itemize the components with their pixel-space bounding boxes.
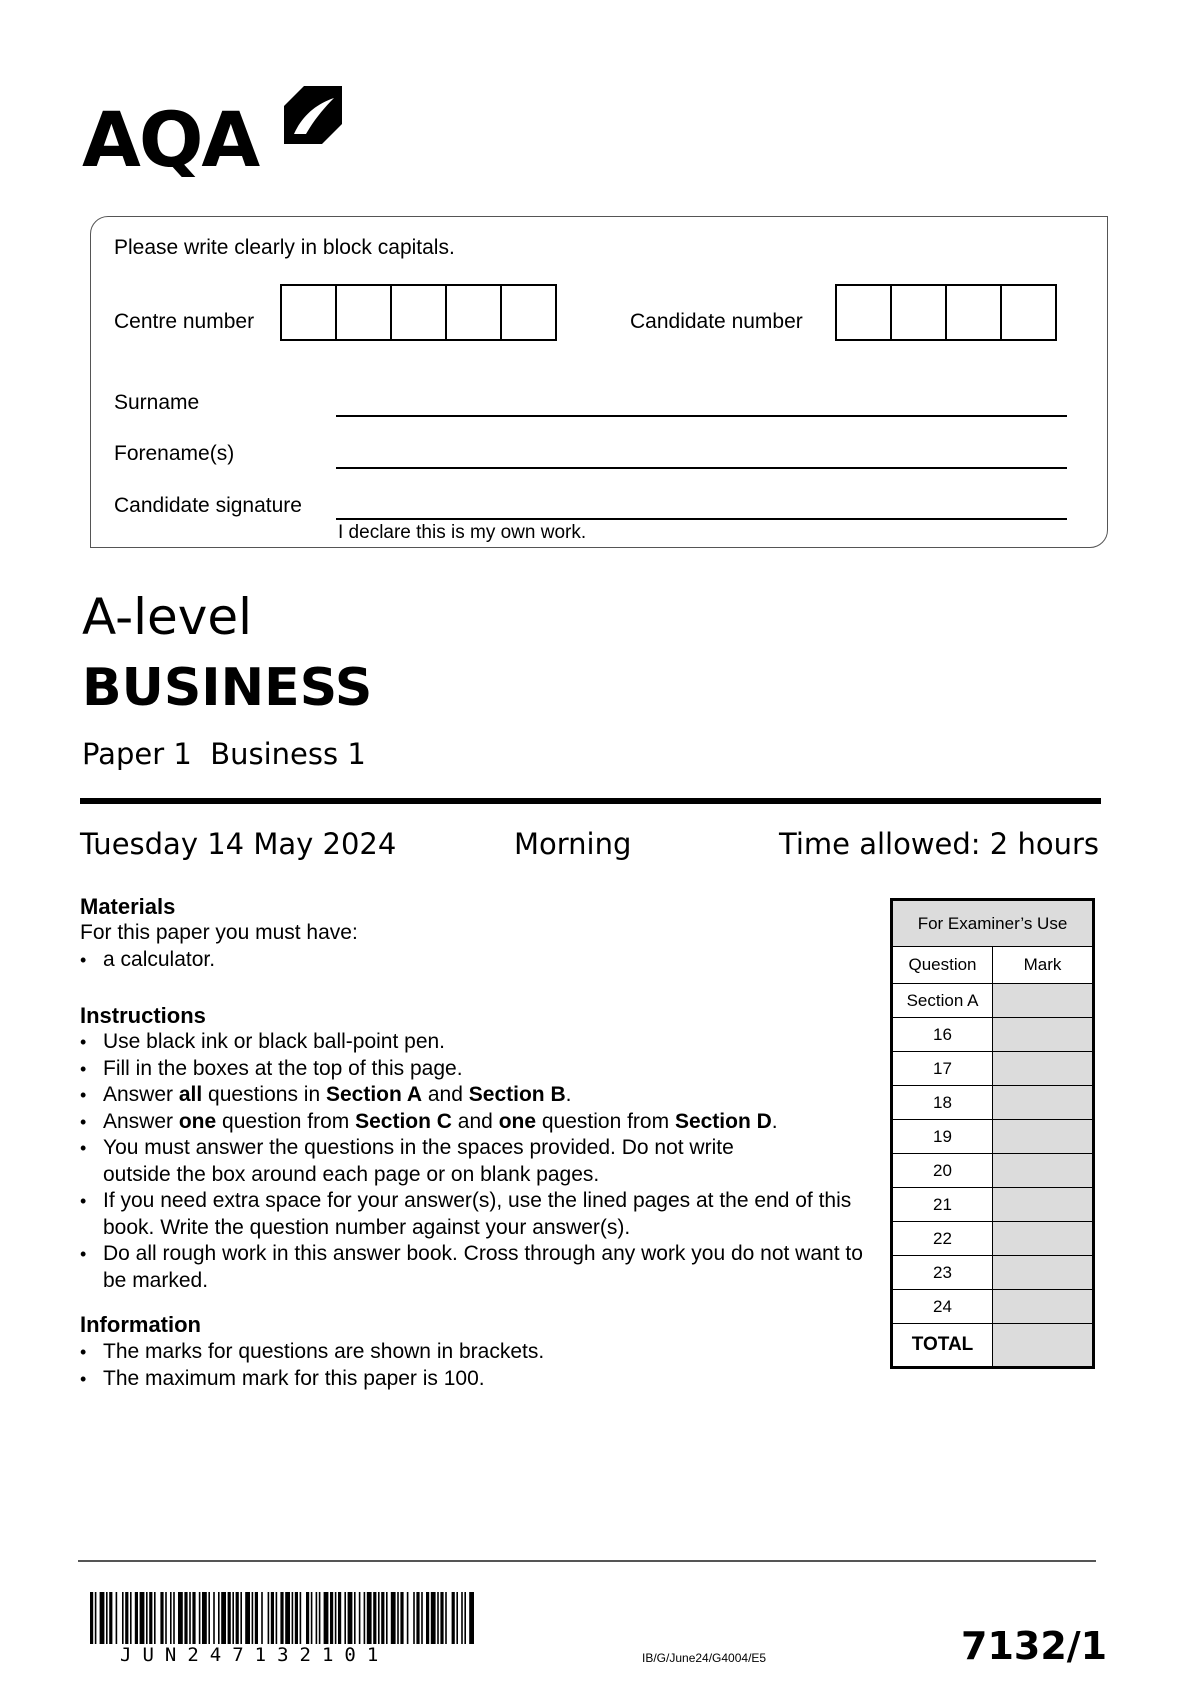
barcode-bar (160, 1592, 163, 1644)
barcode-bar (245, 1592, 250, 1644)
barcode-bar (116, 1592, 118, 1644)
materials-section (80, 920, 860, 973)
time-allowed: Time allowed: 2 hours (779, 827, 1099, 861)
logo-text: AQA (82, 95, 259, 184)
barcode-bar (426, 1592, 429, 1644)
barcode-bar (276, 1592, 278, 1644)
leaf-icon (284, 86, 342, 144)
barcode-bar (178, 1592, 183, 1644)
instruction-item: • Do all rough work in this answer book. Cross through any work you do not want to be marked. (80, 1241, 863, 1294)
mark-cell (993, 1120, 1093, 1154)
centre-digit-box[interactable] (280, 284, 337, 341)
barcode-bar (135, 1592, 138, 1644)
centre-digit-box[interactable] (390, 284, 447, 341)
barcode-bar (306, 1592, 309, 1644)
paper-code: 7132/1 (961, 1624, 1108, 1668)
candidate-number-boxes[interactable] (835, 284, 1057, 341)
document-reference: IB/G/June24/G4004/E5 (642, 1651, 767, 1665)
mark-cell (993, 1188, 1093, 1222)
question-cell: 17 (893, 1052, 993, 1086)
barcode-bar (354, 1592, 356, 1644)
centre-number-boxes[interactable] (280, 284, 557, 341)
total-mark-cell (993, 1324, 1093, 1367)
barcode-bar (316, 1592, 318, 1644)
barcode-bar (170, 1592, 172, 1644)
information-item: • The maximum mark for this paper is 100. (80, 1366, 860, 1393)
question-column-header: Question (893, 947, 993, 984)
surname-field[interactable] (336, 415, 1067, 417)
barcode-bar (319, 1592, 321, 1644)
barcode-bar (106, 1592, 108, 1644)
declaration-text: I declare this is my own work. (338, 522, 587, 543)
mark-column-header: Mark (993, 947, 1093, 984)
examiner-table-title: For Examiner’s Use (893, 901, 1093, 947)
barcode-bar (252, 1592, 254, 1644)
barcode-bar (464, 1592, 466, 1644)
barcode-bar (300, 1592, 302, 1644)
instruction-item: • If you need extra space for your answer(s), use the lined pages at the end of this book. Write the question number against your answer(s). (80, 1188, 883, 1241)
barcode-bar (324, 1592, 329, 1644)
barcode-bar (452, 1592, 455, 1644)
question-cell: 24 (893, 1290, 993, 1324)
examiner-use-table (892, 900, 1093, 1367)
mark-cell (993, 984, 1093, 1018)
question-cell: 20 (893, 1154, 993, 1188)
barcode-bar (146, 1592, 148, 1644)
barcode-bar (335, 1592, 337, 1644)
mark-cell (993, 1018, 1093, 1052)
barcode-bar (445, 1592, 447, 1644)
barcode-bar (122, 1592, 124, 1644)
barcode-bar (413, 1592, 415, 1644)
footer-divider (78, 1560, 1096, 1562)
centre-digit-box[interactable] (500, 284, 557, 341)
barcode-bar (440, 1592, 443, 1644)
barcode-bar (416, 1592, 419, 1644)
centre-number-label: Centre number (114, 310, 255, 333)
barcode-bar (344, 1592, 346, 1644)
candidate-digit-box[interactable] (890, 284, 947, 341)
candidate-digit-box[interactable] (835, 284, 892, 341)
information-section (80, 1339, 860, 1392)
barcode-text: JUN247132101 (120, 1644, 390, 1666)
barcode-bar (189, 1592, 191, 1644)
barcode-bar (437, 1592, 439, 1644)
question-cell: 23 (893, 1256, 993, 1290)
instructions-heading: Instructions (80, 1003, 206, 1028)
barcode-bar (192, 1592, 195, 1644)
instruction-item: • You must answer the questions in the spaces provided. Do not write outside the box around each page or on blank pages. (80, 1135, 803, 1188)
subject-title: BUSINESS (82, 658, 373, 718)
barcode-bar (261, 1592, 263, 1644)
paper-title: Paper 1 Business 1 (82, 737, 366, 771)
barcode-bar (240, 1592, 242, 1644)
barcode-bar (338, 1592, 341, 1644)
exam-session: Morning (514, 827, 632, 861)
barcode-bar (348, 1592, 353, 1644)
question-cell: 16 (893, 1018, 993, 1052)
barcode-bar (165, 1592, 167, 1644)
barcode-bar (461, 1592, 463, 1644)
materials-item: • a calculator. (80, 947, 860, 974)
barcode (90, 1592, 474, 1644)
barcode-bar (213, 1592, 215, 1644)
barcode-bar (280, 1592, 283, 1644)
barcode-bar (456, 1592, 458, 1644)
barcode-bar (173, 1592, 175, 1644)
barcode-bar (90, 1592, 93, 1644)
materials-intro: For this paper you must have: (80, 921, 358, 944)
qualification-level: A-level (82, 588, 253, 646)
instruction-item: • Answer all questions in Section A and Section B. (80, 1082, 860, 1109)
materials-heading: Materials (80, 894, 176, 919)
mark-cell (993, 1086, 1093, 1120)
question-cell: 21 (893, 1188, 993, 1222)
question-cell: 22 (893, 1222, 993, 1256)
barcode-bar (228, 1592, 231, 1644)
barcode-bar (373, 1592, 376, 1644)
barcode-bar (400, 1592, 403, 1644)
barcode-bar (364, 1592, 366, 1644)
exam-date: Tuesday 14 May 2024 (80, 827, 397, 861)
block-capitals-instruction: Please write clearly in block capitals. (114, 236, 455, 259)
information-item: • The marks for questions are shown in brackets. (80, 1339, 860, 1366)
barcode-bar (295, 1592, 298, 1644)
barcode-bar (311, 1592, 313, 1644)
instructions-section (80, 1029, 863, 1294)
forename-label: Forename(s) (114, 442, 235, 465)
barcode-bar (202, 1592, 207, 1644)
barcode-bar (236, 1592, 239, 1644)
instruction-item: • Fill in the boxes at the top of this page. (80, 1056, 860, 1083)
barcode-bar (218, 1592, 220, 1644)
barcode-bar (386, 1592, 388, 1644)
barcode-bar (149, 1592, 152, 1644)
barcode-bar (221, 1592, 226, 1644)
barcode-bar (184, 1592, 187, 1644)
barcode-bar (367, 1592, 372, 1644)
barcode-bar (154, 1592, 156, 1644)
barcode-bar (232, 1592, 234, 1644)
title-divider (80, 798, 1101, 804)
information-heading: Information (80, 1312, 201, 1337)
surname-label: Surname (114, 391, 200, 414)
signature-field[interactable] (336, 518, 1067, 520)
mark-cell (993, 1256, 1093, 1290)
total-label: TOTAL (893, 1324, 993, 1367)
barcode-bar (407, 1592, 409, 1644)
barcode-bar (199, 1592, 201, 1644)
barcode-bar (268, 1592, 270, 1644)
mark-cell (993, 1222, 1093, 1256)
barcode-bar (255, 1592, 258, 1644)
mark-cell (993, 1154, 1093, 1188)
barcode-bar (469, 1592, 474, 1644)
barcode-bar (140, 1592, 145, 1644)
mark-cell (993, 1290, 1093, 1324)
barcode-bar (100, 1592, 105, 1644)
barcode-bar (421, 1592, 423, 1644)
mark-cell (993, 1052, 1093, 1086)
candidate-digit-box[interactable] (1000, 284, 1057, 341)
centre-digit-box[interactable] (445, 284, 502, 341)
barcode-bar (109, 1592, 112, 1644)
instruction-item: • Use black ink or black ball-point pen. (80, 1029, 860, 1056)
candidate-digit-box[interactable] (945, 284, 1002, 341)
barcode-bar (330, 1592, 333, 1644)
barcode-bar (285, 1592, 290, 1644)
barcode-bar (125, 1592, 128, 1644)
centre-digit-box[interactable] (335, 284, 392, 341)
barcode-bar (271, 1592, 274, 1644)
barcode-bar (95, 1592, 97, 1644)
barcode-bar (431, 1592, 436, 1644)
signature-label: Candidate signature (114, 494, 302, 517)
question-cell: 19 (893, 1120, 993, 1154)
barcode-bar (391, 1592, 396, 1644)
candidate-number-label: Candidate number (630, 310, 803, 333)
barcode-bar (381, 1592, 384, 1644)
barcode-bar (208, 1592, 210, 1644)
barcode-bar (292, 1592, 294, 1644)
barcode-bar (130, 1592, 132, 1644)
question-cell: 18 (893, 1086, 993, 1120)
forename-field[interactable] (336, 467, 1067, 469)
aqa-logo (82, 86, 342, 186)
barcode-bar (359, 1592, 361, 1644)
barcode-bar (397, 1592, 399, 1644)
instruction-item: • Answer one question from Section C and one question from Section D. (80, 1109, 860, 1136)
barcode-bar (378, 1592, 380, 1644)
question-cell: Section A (893, 984, 993, 1018)
